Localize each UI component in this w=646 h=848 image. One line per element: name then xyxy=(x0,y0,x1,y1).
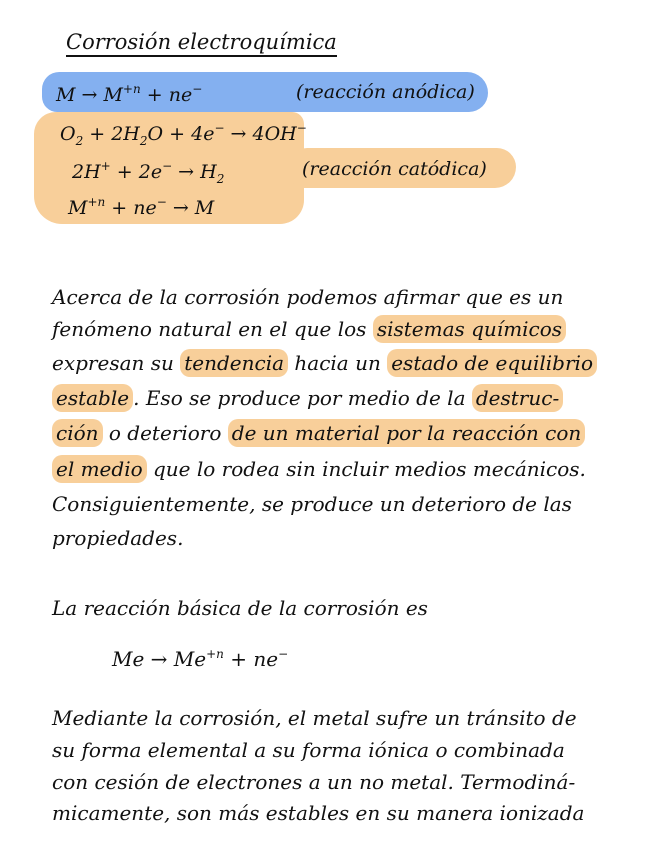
paragraph3-line: con cesión de electrones a un no metal. Termodiná- xyxy=(52,770,576,794)
paragraph2-intro: La reacción básica de la corrosión es xyxy=(52,596,428,620)
paragraph1-line: Acerca de la corrosión podemos afirmar que es un xyxy=(52,285,564,309)
cathodic-equation-3: $M^{+n} + ne^- \to M$ xyxy=(68,195,215,219)
page-title: Corrosión electroquímica xyxy=(66,30,337,57)
paragraph1-line: expresan su tendencia hacia un estado de equilibrio xyxy=(52,353,597,373)
anodic-label: (reacción anódica) xyxy=(296,81,475,103)
highlight-estado-equilibrio: estado de equilibrio xyxy=(387,349,597,377)
highlight-estable: estable xyxy=(52,384,133,412)
highlight-destruc: destruc- xyxy=(472,384,563,412)
highlight-el-medio: el medio xyxy=(52,455,147,483)
paragraph1-line: el medio que lo rodea sin incluir medios mecánicos. xyxy=(52,459,586,479)
basic-reaction-equation: $Me \to Me^{+n} + ne^-$ xyxy=(112,647,289,671)
cathodic-equation-2: $2H^+ + 2e^- \to H_2$ xyxy=(72,159,225,186)
highlight-sistemas-quimicos: sistemas químicos xyxy=(373,315,566,343)
paragraph1-line: estable . Eso se produce por medio de la destruc- xyxy=(52,388,563,408)
highlight-cion: ción xyxy=(52,419,103,447)
paragraph1-line: propiedades. xyxy=(52,526,184,550)
cathodic-equation-1: $O_2 + 2H_2O + 4e^- \to 4OH^-$ xyxy=(60,121,307,148)
paragraph1-line: fenómeno natural en el que los sistemas químicos xyxy=(52,319,566,339)
paragraph3-line: su forma elemental a su forma iónica o combinada xyxy=(52,738,565,762)
anodic-equation: $M \to M^{+n} + ne^-$ xyxy=(56,82,203,106)
paragraph3-line: Mediante la corrosión, el metal sufre un tránsito de xyxy=(52,706,577,730)
paragraph1-line: Consiguientemente, se produce un deterioro de las xyxy=(52,492,572,516)
paragraph1-line: ción o deterioro de un material por la reacción con xyxy=(52,423,585,443)
cathodic-label: (reacción catódica) xyxy=(302,158,487,180)
highlight-tendencia: tendencia xyxy=(180,349,288,377)
highlight-material: de un material por la reacción con xyxy=(228,419,585,447)
paragraph3-line: micamente, son más estables en su manera ionizada xyxy=(52,801,585,825)
